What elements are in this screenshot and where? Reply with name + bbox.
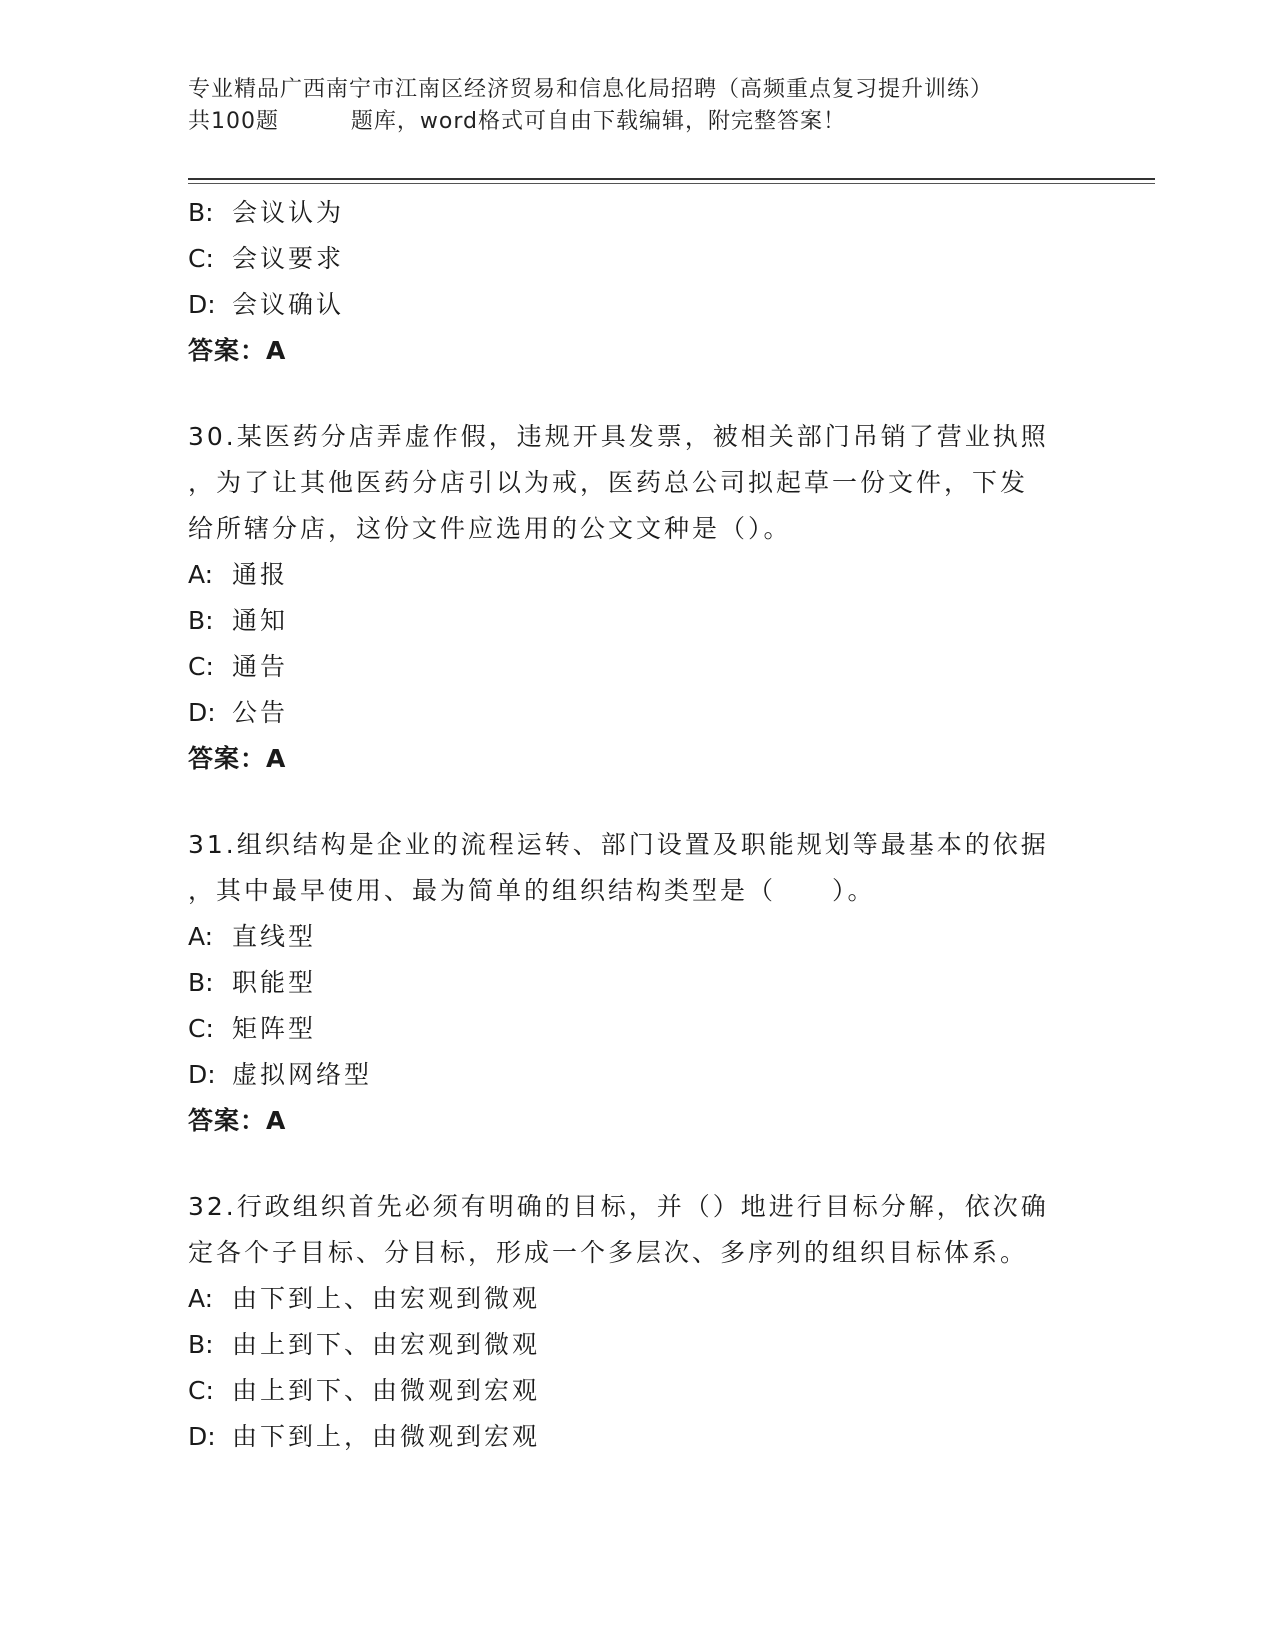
option-letter: C:: [188, 1376, 214, 1405]
option-d: [188, 1052, 1088, 1098]
option-letter: C:: [188, 652, 214, 681]
option-c: [188, 1006, 1088, 1052]
question-32-block: [188, 1184, 1088, 1460]
question-stem-line: 定各个子目标、分目标，形成一个多层次、多序列的组织目标体系。: [188, 1238, 1029, 1267]
option-a: [188, 1276, 1088, 1322]
question-stem-line: 给所辖分店，这份文件应选用的公文文种是（）。: [188, 514, 792, 543]
answer-line: 答案：A: [188, 336, 287, 365]
header-subtitle: 共100题 题库，word格式可自由下载编辑，附完整答案！: [188, 109, 847, 134]
option-a: [188, 552, 1088, 598]
option-c: [188, 236, 1088, 282]
option-letter: D:: [188, 698, 216, 727]
question-stem-line: 30.某医药分店弄虚作假，违规开具发票，被相关部门吊销了营业执照: [188, 422, 1049, 451]
question-30-block: [188, 414, 1088, 782]
option-text: 通报: [232, 560, 289, 589]
option-b: [188, 598, 1088, 644]
option-d: [188, 282, 1088, 328]
option-letter: D:: [188, 1422, 216, 1451]
option-b: [188, 1322, 1088, 1368]
option-d: [188, 1414, 1088, 1460]
question-stem-line: ，其中最早使用、最为简单的组织结构类型是（ ）。: [188, 876, 876, 905]
option-text: 职能型: [232, 968, 317, 997]
question-stem-line: 31.组织结构是企业的流程运转、部门设置及职能规划等最基本的依据: [188, 830, 1049, 859]
header-rule-thin: [188, 183, 1155, 184]
spacer: [188, 782, 1088, 822]
question-content: [188, 190, 1088, 1460]
option-c: [188, 1368, 1088, 1414]
option-b: [188, 190, 1088, 236]
option-text: 会议认为: [232, 198, 345, 227]
option-letter: A:: [188, 560, 214, 589]
option-a: [188, 914, 1088, 960]
option-letter: B:: [188, 606, 214, 635]
option-c: [188, 644, 1088, 690]
option-text: 通知: [232, 606, 289, 635]
option-letter: C:: [188, 1014, 214, 1043]
option-text: 由上到下、由微观到宏观: [232, 1376, 541, 1405]
option-text: 会议确认: [232, 290, 345, 319]
document-header: [188, 74, 1128, 138]
option-letter: D:: [188, 1060, 216, 1089]
option-letter: B:: [188, 198, 214, 227]
header-rule-thick: [188, 178, 1155, 180]
spacer: [188, 374, 1088, 414]
prev-question-block: [188, 190, 1088, 374]
option-text: 矩阵型: [232, 1014, 317, 1043]
answer-line: 答案：A: [188, 744, 287, 773]
option-d: [188, 690, 1088, 736]
option-text: 由下到上，由微观到宏观: [232, 1422, 541, 1451]
option-text: 公告: [232, 698, 289, 727]
option-text: 会议要求: [232, 244, 345, 273]
spacer: [188, 1144, 1088, 1184]
question-stem-line: ，为了让其他医药分店引以为戒，医药总公司拟起草一份文件，下发: [188, 468, 1029, 497]
option-text: 由上到下、由宏观到微观: [232, 1330, 541, 1359]
option-letter: A:: [188, 1284, 214, 1313]
option-text: 由下到上、由宏观到微观: [232, 1284, 541, 1313]
option-letter: A:: [188, 922, 214, 951]
question-31-block: [188, 822, 1088, 1144]
header-title: 专业精品广西南宁市江南区经济贸易和信息化局招聘（高频重点复习提升训练）: [188, 77, 994, 102]
option-text: 直线型: [232, 922, 317, 951]
option-letter: D:: [188, 290, 216, 319]
question-stem-line: 32.行政组织首先必须有明确的目标，并（）地进行目标分解，依次确: [188, 1192, 1049, 1221]
option-letter: C:: [188, 244, 214, 273]
answer-line: 答案：A: [188, 1106, 287, 1135]
option-text: 通告: [232, 652, 289, 681]
option-text: 虚拟网络型: [232, 1060, 373, 1089]
option-letter: B:: [188, 968, 214, 997]
option-b: [188, 960, 1088, 1006]
option-letter: B:: [188, 1330, 214, 1359]
